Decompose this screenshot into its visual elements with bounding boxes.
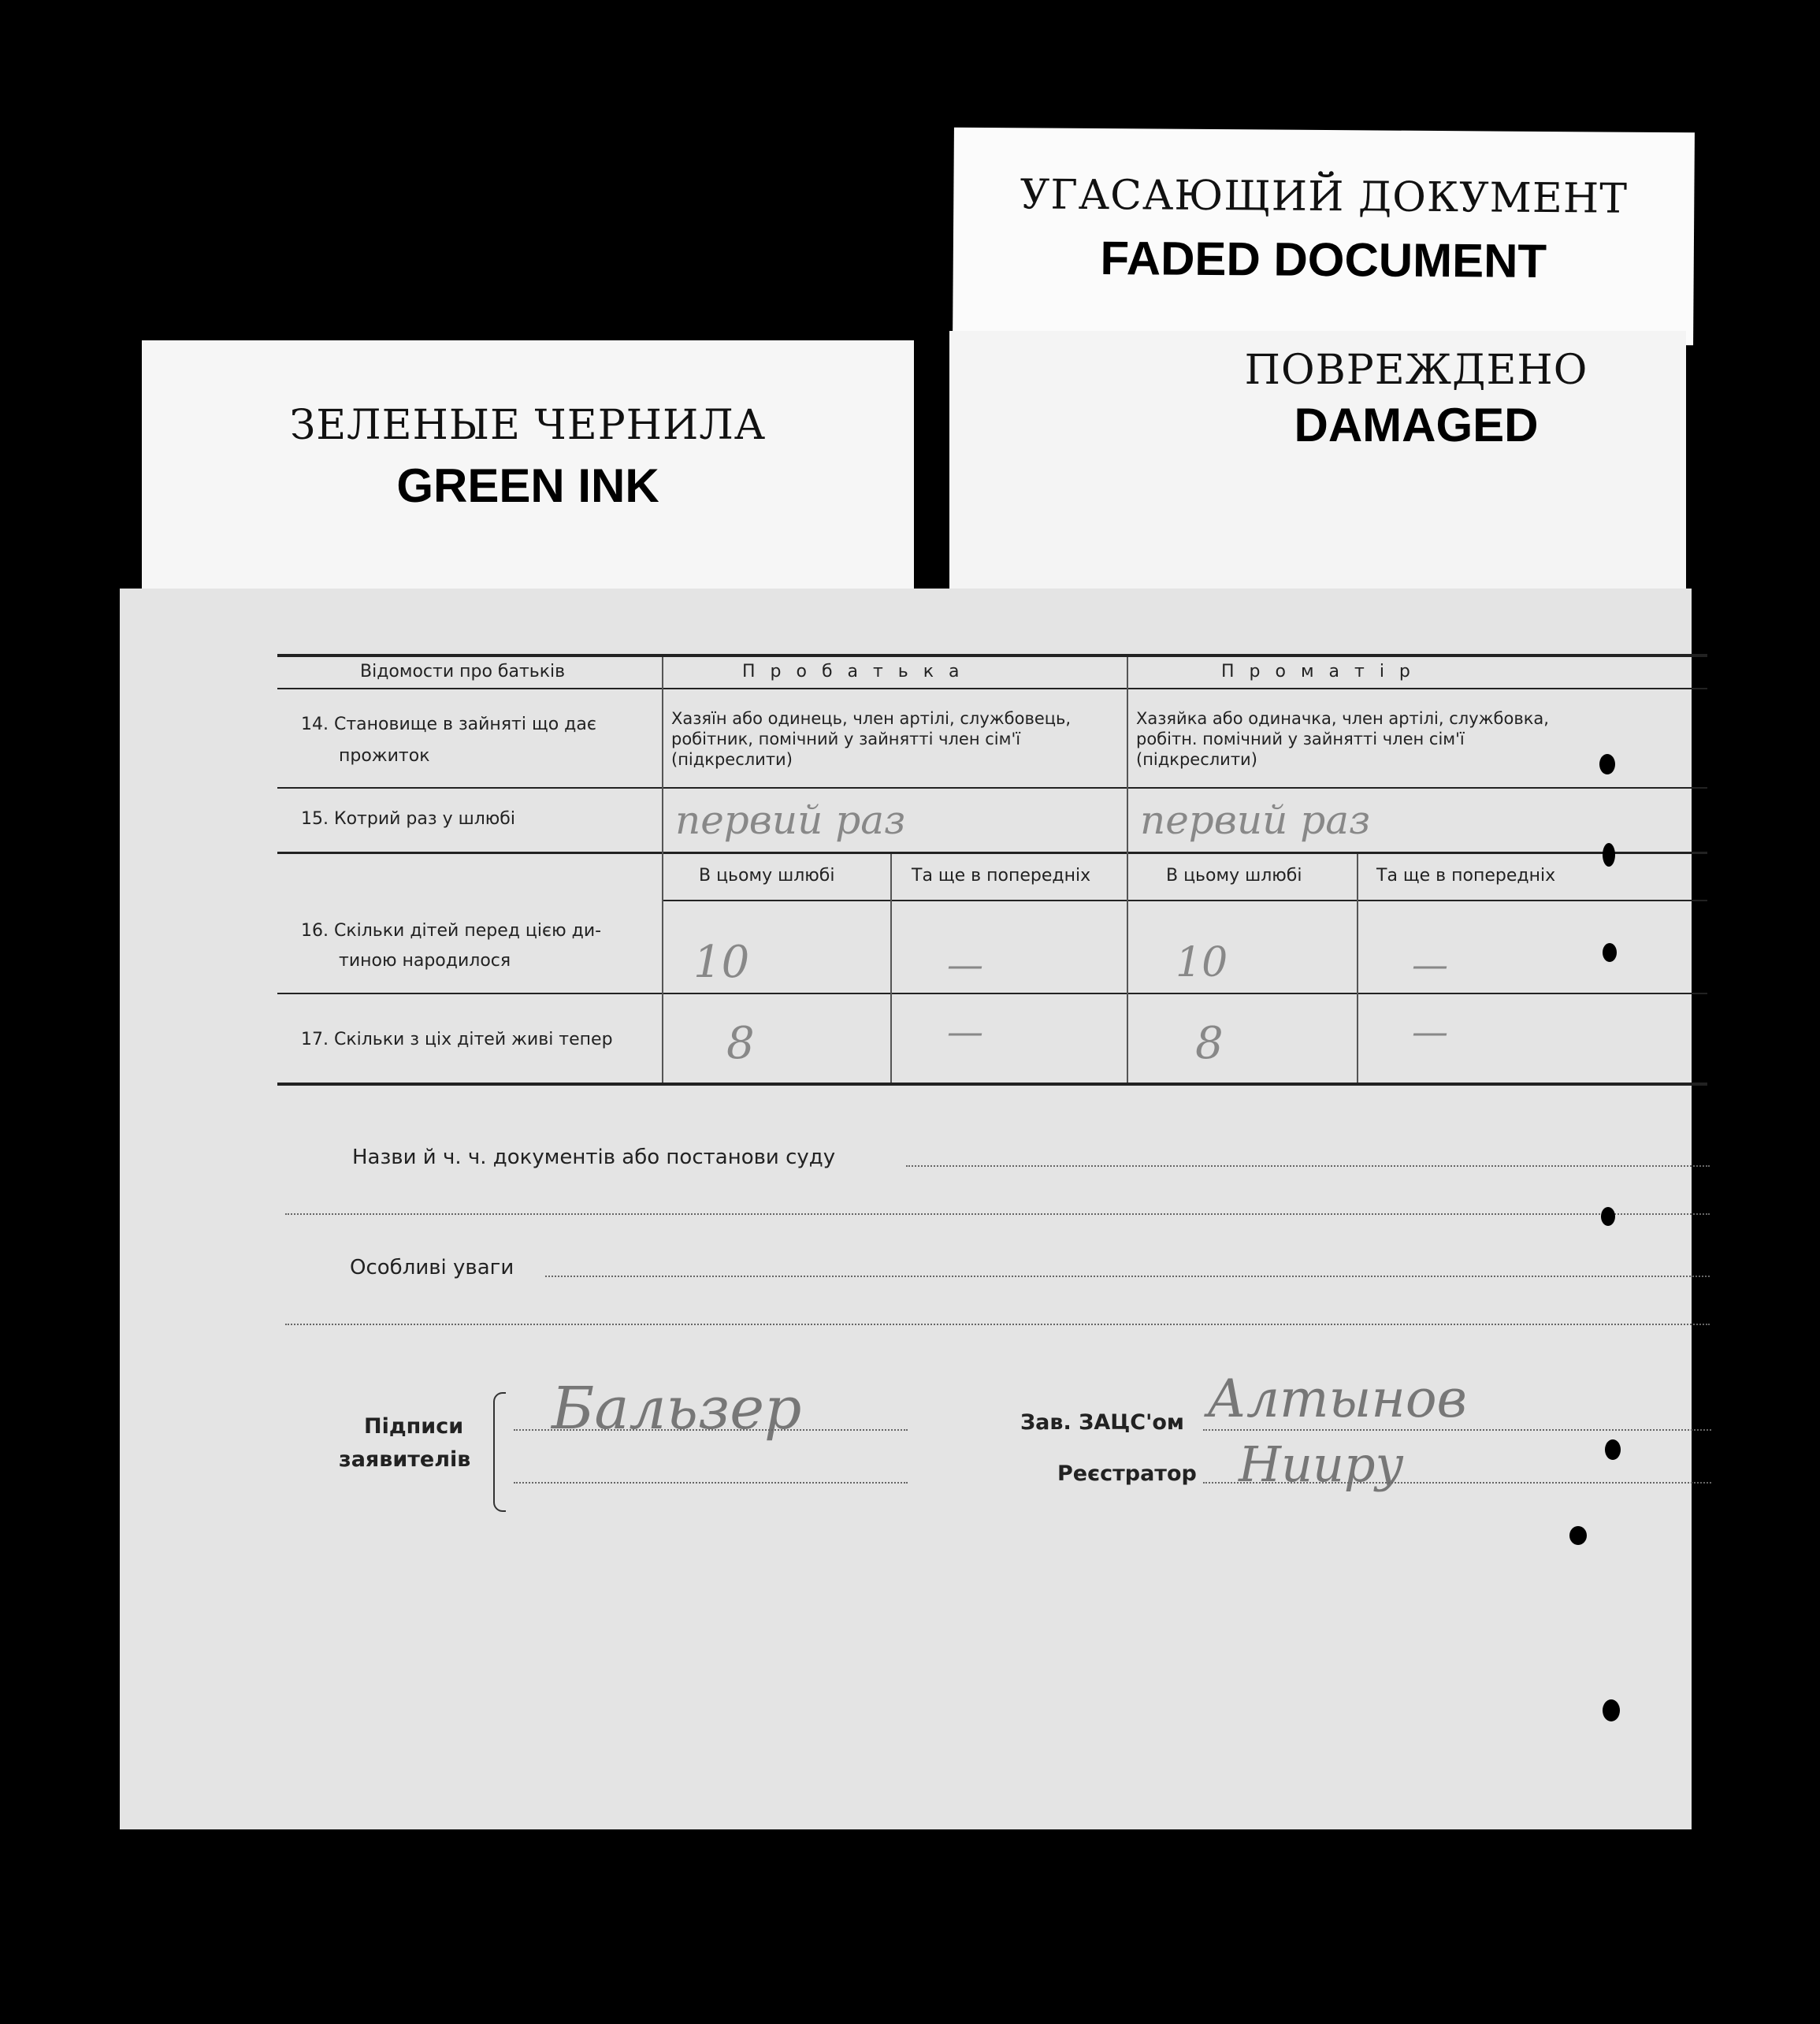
applicant-line-1: [514, 1429, 908, 1431]
row17-mother-this: 8: [1195, 1018, 1224, 1069]
row14-mother-options: Хазяйка або одиначка, член артілі, службовка, робітн. помічний у зайнятті член сім'ї (підкреслити): [1136, 709, 1549, 769]
row14-father-options: Хазяїн або одинець, член артілі, службовець, робітник, помічний у зайнятті член сім'ї (підкреслити): [671, 709, 1072, 769]
binding-hole: [1603, 1699, 1620, 1721]
head-line: [1203, 1429, 1711, 1431]
faded-label-en: FADED DOCUMENT: [1100, 232, 1547, 288]
applicant-signature: Бальзер: [552, 1375, 802, 1443]
row16-rule: [277, 993, 1707, 994]
head-signature: Алтынов: [1207, 1369, 1467, 1429]
row17-father-previous: —: [947, 1010, 983, 1053]
subheader-father-this: В цьому шлюбі: [699, 866, 835, 886]
row16-father-previous: —: [947, 943, 983, 986]
row17-label: 17. Скільки з ціх дітей живі тепер: [301, 1030, 613, 1049]
subheader-rule: [662, 900, 1707, 901]
row16-mother-this: 10: [1176, 939, 1228, 986]
damaged-label-ru: ПОВРЕЖДЕНО: [1244, 347, 1588, 394]
applicants-signatures-label-cont: заявителів: [339, 1447, 471, 1472]
binding-hole: [1603, 943, 1617, 962]
row15-father-answer: первий раз: [675, 797, 906, 843]
documents-label: Назви й ч. ч. документів або постанови суду: [352, 1146, 836, 1169]
documents-line-2: [285, 1213, 1710, 1215]
registrar-label: Реєстратор: [1057, 1461, 1197, 1486]
binding-hole: [1601, 1207, 1615, 1226]
green-ink-card: [142, 340, 914, 608]
row14-label: 14. Становище в зайняті що дає: [301, 715, 596, 734]
table-top-rule: [277, 654, 1707, 657]
col-divider-2: [1127, 657, 1128, 1083]
green-ink-label-en: GREEN INK: [396, 459, 659, 512]
table-bottom-rule: [277, 1083, 1707, 1086]
remarks-line-1: [545, 1276, 1710, 1277]
row14-rule: [277, 787, 1707, 789]
row15-rule: [277, 852, 1707, 854]
row17-mother-previous: —: [1412, 1010, 1448, 1053]
row15-label: 15. Котрий раз у шлюбі: [301, 809, 515, 829]
col-divider-father: [890, 854, 892, 1083]
faded-label-ru: УГАСАЮЩИЙ ДОКУМЕНТ: [1020, 171, 1629, 223]
row16-label: 16. Скільки дітей перед цією ди-: [301, 921, 602, 941]
header-parents-info: Відомости про батьків: [360, 662, 566, 681]
registrar-line: [1203, 1482, 1711, 1484]
applicant-line-2: [514, 1482, 908, 1484]
damaged-card: [949, 331, 1686, 599]
row14-label-cont: прожиток: [339, 746, 430, 766]
subheader-mother-this: В цьому шлюбі: [1166, 866, 1302, 886]
binding-hole: [1569, 1526, 1587, 1545]
subheader-father-previous: Та ще в попередніх: [912, 866, 1091, 886]
remarks-line-2: [285, 1324, 1710, 1325]
applicants-signatures-label: Підписи: [364, 1414, 464, 1439]
registration-form: [120, 589, 1692, 1829]
head-zags-label: Зав. ЗАЦС'ом: [1020, 1410, 1184, 1435]
faded-document-card: [953, 128, 1695, 346]
documents-line-1: [906, 1165, 1710, 1167]
binding-hole: [1603, 843, 1615, 867]
binding-hole: [1599, 754, 1615, 774]
registrar-signature: Нииру: [1239, 1435, 1404, 1493]
green-ink-label-ru: ЗЕЛЕНЫЕ ЧЕРНИЛА: [289, 402, 767, 449]
header-rule: [277, 688, 1707, 689]
row15-mother-answer: первий раз: [1140, 797, 1371, 843]
remarks-label: Особливі уваги: [350, 1256, 514, 1279]
subheader-mother-previous: Та ще в попередніх: [1376, 866, 1556, 886]
applicants-bracket: [493, 1392, 506, 1512]
col-divider-1: [662, 657, 663, 1083]
row16-mother-previous: —: [1412, 943, 1448, 986]
col-divider-mother: [1357, 854, 1358, 1083]
header-about-mother: П р о м а т і р: [1221, 662, 1415, 681]
row16-father-this: 10: [693, 937, 750, 988]
damaged-label-en: DAMAGED: [1294, 399, 1539, 451]
row17-father-this: 8: [726, 1018, 755, 1069]
header-about-father: П р о б а т ь к а: [742, 662, 964, 681]
binding-hole: [1605, 1439, 1621, 1460]
row16-label-cont: тиною народилося: [339, 951, 511, 971]
